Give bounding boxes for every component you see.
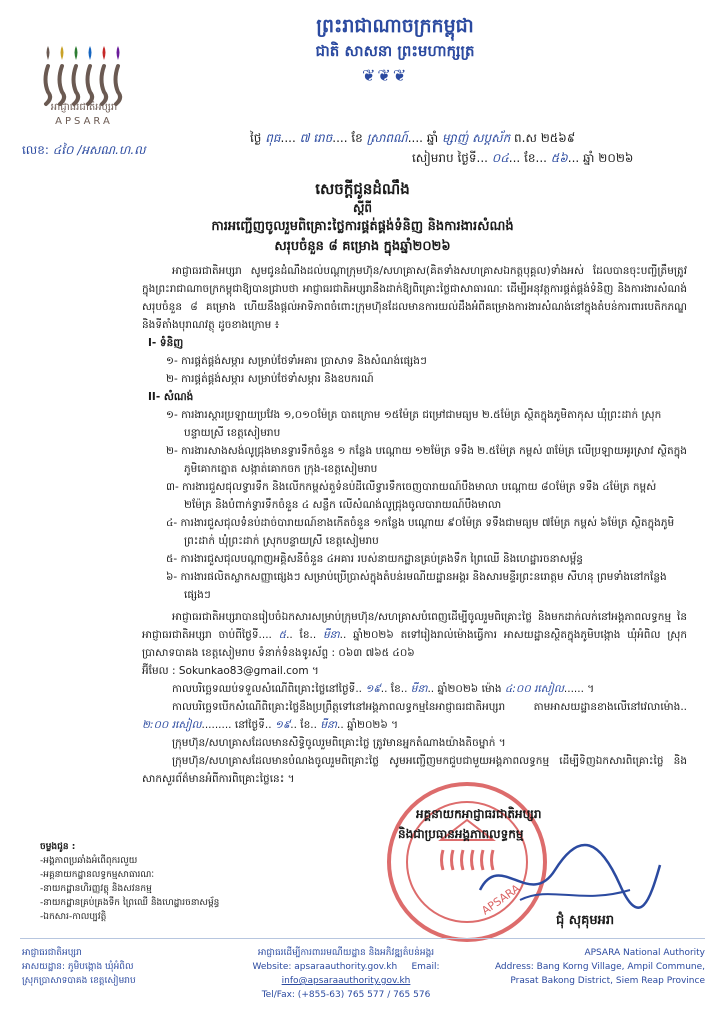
invite-text-cont: តទៅរៀងរាល់ម៉ោងធ្វើការ អាសយដ្ឋានស្ថិតក្នុងភូមិបង្កោង ឃុំអំពិល ស្រុកប្រាសាទបាគង ខេត្តសៀមរាប ទំនាក់ទំនងទូរស័ព្ទ : ០៦៣ ៧៦៥ ៤០៦ [142,629,688,659]
recipient-item: -អង្គភាពប្រឆាំងអំពើពុករលួយ [40,856,138,866]
deadline-time-label: ម៉ោង [481,683,502,695]
solar-day: ០៤ [491,151,509,165]
lunar-prefix: ថ្ងៃ [250,131,262,145]
deadline-paragraph: កាលបរិច្ឆេទឈប់ទទួលសំណើពិគ្រោះថ្លៃនៅថ្ងៃទី.. ១៩.. ខែ.. មីនា.. ឆ្នាំ២០២៦ ម៉ោង ៤:០០ រសៀល...... ។ [172,683,595,695]
copy-recipients [40,840,219,924]
goods-item: ១- ការផ្គត់ផ្គង់សម្ភារ សម្រាប់ថែទាំអគារ ប្រាសាទ និងសំណង់ផ្សេងៗ [166,355,427,367]
website-link[interactable]: apsaraauthority.gov.kh [294,962,398,972]
document-subject-line2: សរុបចំនួន ៨ គម្រោង ក្នុងឆ្នាំ២០២៦ [274,239,451,254]
footer-left-line: អាសយដ្ឋាន: ភូមិបង្កោង ឃុំអំពិល [22,962,134,972]
footer-web-row [196,960,496,988]
question-paragraph: ក្រុមហ៊ុន/សហគ្រាសដែលមានបំណងចូលរួមពិគ្រោះថ្លៃ សូមអញ្ជើញមកជួបជាមួយអង្គភាពលទ្ធកម្ម ដើម្បីទិញឯកសារពិគ្រោះថ្លៃ និងសាកសួរព័ត៌មានអំពីការពិគ្រោះថ្លៃនេះ ។ [142,755,687,785]
logo-caption: អាជ្ញាធរជាតិអប្សរា [50,102,118,113]
recipient-item: -អគ្គនាយកដ្ឋានលទ្ធកម្មសាធារណៈ [40,870,155,880]
deadline-time: ៤:០០ រសៀល [504,683,564,695]
month-label: ខែ [351,131,363,145]
works-item: ១- ការងារស្តារប្រឡាយប្រវែង ១,០១០ម៉ែត្រ បាតក្រោម ១៥ម៉ែត្រ ជម្រៅជាមធ្យម ២.៥ម៉ែត្រ ស្ថិតក្នុងភូមិតាកុស ឃុំព្រះដាក់ ស្រុកបន្ទាយស្រី ខេត្តសៀមរាប [166,409,662,439]
opening-month-label: ខែ [300,719,311,731]
footer-left-line: ស្រុកប្រាសាទបាគង ខេត្តសៀមរាប [22,976,136,986]
invite-year: ឆ្នាំ២០២៦ [353,629,394,641]
goods-item: ២- ការផ្គត់ផ្គង់សម្ភារ សម្រាប់ថែទាំសម្ភារ និងឧបករណ៍ [166,373,374,385]
invite-text: អាជ្ញាធរជាតិអប្សរាបានរៀបចំឯកសារសម្រាប់ក្រុមហ៊ុន/សហគ្រាសបំពេញដើម្បីចូលរួមពិគ្រោះថ្លៃ និងមកដាក់លក់នៅអង្គភាពលទ្ធកម្ម នៃអាជ្ញាធរជាតិអប្សរា ចាប់ពីថ្ងៃទី.... [142,611,687,641]
works-item: ៤- ការងារជួសជុលទំនប់ដាច់បារាយណ៍ខាងកើតចំនួន ១កន្លែង បណ្តោយ ៩០ម៉ែត្រ ទទឹងជាមធ្យម ៧ម៉ែត្រ កម្ពស់ ៦ម៉ែត្រ ស្ថិតក្នុងភូមិព្រះដាក់ ឃុំព្រះដាក់ ស្រុកបន្ទាយស្រី ខេត្តសៀមរាប [166,517,675,547]
section-goods-heading: I- ទំនិញ [148,337,184,349]
lunar-day: ពុធ [265,131,281,145]
lunar-month: ស្រាពណ៍ [366,131,408,145]
footer-right [470,946,705,988]
reference-number [22,142,146,160]
invite-day: ៥ [278,629,287,641]
recipient-item: -នាយកដ្ឋានហិរញ្ញវត្ថុ និងសវនកម្ម [40,884,152,894]
solar-month-label: ខែ [524,151,536,165]
deadline-month-label: ខែ [390,683,401,695]
footer-email-link[interactable]: info@apsaraauthority.gov.kh [281,976,411,986]
signatory-name: ជុំ សុគុមអរា [556,913,615,928]
footer-slogan: អាជ្ញាធរដើម្បីការពាររមណីយដ្ឋាន និងអភិវឌ្ឍតំបន់អង្គរ [257,948,435,958]
footer-right-line: Address: Bang Korng Village, Ampil Commune, [494,962,705,972]
logo-flames [47,46,120,60]
invite-month-label: ខែ [299,629,310,641]
opening-day: ១៩ [274,719,291,731]
solar-month: ៥៦ [550,151,568,165]
opening-day-label: នៅថ្ងៃទី [234,719,265,731]
tacteing-ornament: ❦❦❦ [362,66,409,85]
reference-label: លេខ: [22,143,49,157]
lunar-mid: ៧ រោច [299,131,333,145]
svg-text:APSARA: APSARA [479,881,523,918]
footer-left-line: អាជ្ញាធរជាតិអប្សរា [22,948,82,958]
reference-value: ៤០ៃ /អសណ.ហ.ល [52,143,146,157]
year-label: ឆ្នាំ [426,131,439,145]
deadline-day: ១៩ [365,683,381,695]
document-title: សេចក្តីជូនដំណឹង [315,180,410,198]
works-item: ៣- ការងារជួសជុលទ្វារទឹក និងលើកកម្ពស់តួទំនប់ដីលើទ្វារទឹកចេញបារាយណ៍បឹងមាលា បណ្តោយ ៨០ម៉ែត្រ ទទឹង ៤ម៉ែត្រ កម្ពស់ ២ម៉ែត្រ និងបំពាក់ទ្វារទឹកចំនួន ៤ សន្លឹក លើសំណង់លូជ្រុងចូលបារាយណ៍បឹងមាលា [166,481,657,511]
deadline-month: មីនា [410,683,428,695]
email-link[interactable]: Sokunkao83@gmail.com [178,665,309,677]
solar-year: ឆ្នាំ ២០២៦ [583,151,634,165]
works-item: ២- ការងារសាងសង់លូជ្រុងមានទ្វារទឹកចំនួន ១ កន្លែង បណ្តោយ ១២ម៉ែត្រ ទទឹង ២.៥ម៉ែត្រ កម្ពស់ ៣ម៉ែត្រ លើប្រឡាយអូរស្រាវ ស្ថិតក្នុងភូមិគោកត្នោត សង្កាត់គោកចក ក្រុង-ខេត្តសៀមរាប [166,445,687,475]
opening-paragraph: កាលបរិច្ឆេទបើកសំណើពិគ្រោះថ្លៃនឹងប្រព្រឹត្តទៅនៅអង្គភាពលទ្ធកម្មនៃអាជ្ញាធរជាតិអប្សរា តាមអាសយដ្ឋានខាងលើនៅវេលាម៉ោង.. ២:០០ រសៀល......... នៅថ្ងៃទី.. ១៩.. ខែ.. មីនា.. ឆ្នាំ២០២៦ ។ [142,701,687,731]
website-label: Website: [252,962,292,972]
footer-tel: Tel/Fax: (+855-63) 765 577 / 765 576 [261,990,431,1000]
logo-brand: APSARA [55,116,113,127]
opening-month: មីនា [320,719,337,731]
section-works-heading: II- សំណង់ [148,391,194,403]
footer-middle [196,946,496,1002]
email-label: អ៊ីមែល : [142,665,176,677]
recipient-item: -ឯកសារ-កាលប្បវត្តិ [40,912,107,922]
invite-month: មីនា [322,629,340,641]
solar-date-line: សៀមរាប ថ្ងៃទី... ០៤... ខែ... ៥៦... ឆ្នាំ ២០២៦ [412,151,634,165]
national-motto: ជាតិ សាសនា ព្រះមហាក្សត្រ [315,42,475,60]
works-item: ៦- ការងារផលិតស្លាកសញ្ញាផ្សេងៗ សម្រាប់ប្រើប្រាស់ក្នុងតំបន់រមណីយដ្ឋានអង្គរ និងសារមន្ទីរព្រះនរោត្តម សីហនុ ព្រមទាំងនៅកន្លែងផ្សេងៗ [166,571,667,601]
opening-text: កាលបរិច្ឆេទបើកសំណើពិគ្រោះថ្លៃនឹងប្រព្រឹត្តទៅនៅអង្គភាពលទ្ធកម្មនៃអាជ្ញាធរជាតិអប្សរា តាមអាសយដ្ឋានខាងលើនៅវេលាម៉ោង [172,701,681,713]
logo-figures [46,66,121,104]
footer-email-label: Email: [411,962,440,972]
footer-right-line: Prasat Bakong District, Siem Reap Province [510,976,705,986]
footer-left [22,946,136,988]
intro-paragraph: អាជ្ញាធរជាតិអប្សរា សូមជូនដំណឹងដល់បណ្តាក្រុមហ៊ុន/សហគ្រាស(គិតទាំងសហគ្រាសឯកត្តបុគ្គល)ទាំងអស់ ដែលបានចុះបញ្ជីត្រឹមត្រូវក្នុងព្រះរាជាណាចក្រកម្ពុជាឱ្យបានជ្រាបថា អាជ្ញាធរជាតិអប្សរានឹងដាក់ឱ្យពិគ្រោះថ្លៃជាសាធារណៈ ដើម្បីអនុវត្តការផ្គត់ផ្គង់ទំនិញ និងការងារសំណង់ សរុបចំនួន ៨ គម្រោង ហើយនឹងផ្តល់អាទិភាពចំពោះក្រុមហ៊ុនដែលមានការយល់ដឹងអំពីគម្រោងការងារសំណង់នៅក្នុងតំបន់ការពារបេតិកភណ្ឌ និងទីតាំងបុរាណវត្ថុ ដូចខាងក្រោម ៖ [142,265,687,331]
solar-prefix: សៀមរាប ថ្ងៃទី [412,151,477,165]
invite-paragraph: អាជ្ញាធរជាតិអប្សរាបានរៀបចំឯកសារសម្រាប់ក្រុមហ៊ុន/សហគ្រាសបំពេញដើម្បីចូលរួមពិគ្រោះថ្លៃ និងមកដាក់លក់នៅអង្គភាពលទ្ធកម្ម នៃអាជ្ញាធរជាតិអប្សរា ចាប់ពីថ្ងៃទី.... ៥.. ខែ.. មីនា.. ឆ្នាំ២០២៦ តទៅរៀងរាល់ម៉ោងធ្វើការ អាសយដ្ឋានស្ថិតក្នុងភូមិបង្កោង ឃុំអំពិល ស្រុកប្រាសាទបាគង ខេត្តសៀមរាប ទំនាក់ទំនងទូរស័ព្ទ : ០៦៣ ៧៦៥ ៤០៦ [142,611,688,659]
email-row: អ៊ីមែល : Sokunkao83@gmail.com ។ [142,665,319,677]
works-item: ៥- ការងារជួសជុលបណ្តាញអគ្គិសនីចំនួន ៤អគារ របស់នាយកដ្ឋានគ្រប់គ្រងទឹក ព្រៃឈើ និងហេដ្ឋារចនាសម្ព័ន្ធ [166,553,583,565]
document-subject-line1: ការអញ្ជើញចូលរួមពិគ្រោះថ្លៃការផ្គត់ផ្គង់ទំនិញ និងការងារសំណង់ [211,219,514,234]
signature-title2: និងជាប្រធានអង្គភាពលទ្ធកម្ម [398,827,524,841]
kingdom-heading: ព្រះរាជាណាចក្រកម្ពុជា [316,15,474,37]
deadline-text: កាលបរិច្ឆេទឈប់ទទួលសំណើពិគ្រោះថ្លៃនៅថ្ងៃទី [172,683,356,695]
lunar-date-line: ថ្ងៃ ពុធ.... ៧ រោច.... ខែ ស្រាពណ៍.... ឆ្នាំ ម្សាញ់ សប្តស័ក ព.ស ២៥៦៩ [250,131,576,145]
recipients-heading: ចម្លងជូន : [40,842,76,852]
document-subtitle: ស្តីពី [352,201,373,215]
representative-paragraph: ក្រុមហ៊ុន/សហគ្រាសដែលមានសិទ្ធិចូលរួមពិគ្រោះថ្លៃ ត្រូវមានអ្នកតំណាងយ៉ាងតិចម្នាក់ ។ [172,737,506,749]
buddhist-era: ព.ស ២៥៦៩ [514,131,576,145]
deadline-year: ឆ្នាំ២០២៦ [437,683,479,695]
footer-divider [20,938,705,939]
opening-year: ឆ្នាំ២០២៦ [347,719,388,731]
signature-title1: អគ្គនាយកអាជ្ញាធរជាតិអប្សរា [416,807,542,821]
opening-time: ២:០០ រសៀល [142,719,202,731]
lunar-year: ម្សាញ់ សប្តស័ក [442,131,511,145]
document-body [142,262,687,788]
recipient-item: -នាយកដ្ឋានគ្រប់គ្រងទឹក ព្រៃឈើ និងហេដ្ឋារចនាសម្ព័ន្ធ [40,898,220,908]
footer-right-line: APSARA National Authority [584,948,705,958]
